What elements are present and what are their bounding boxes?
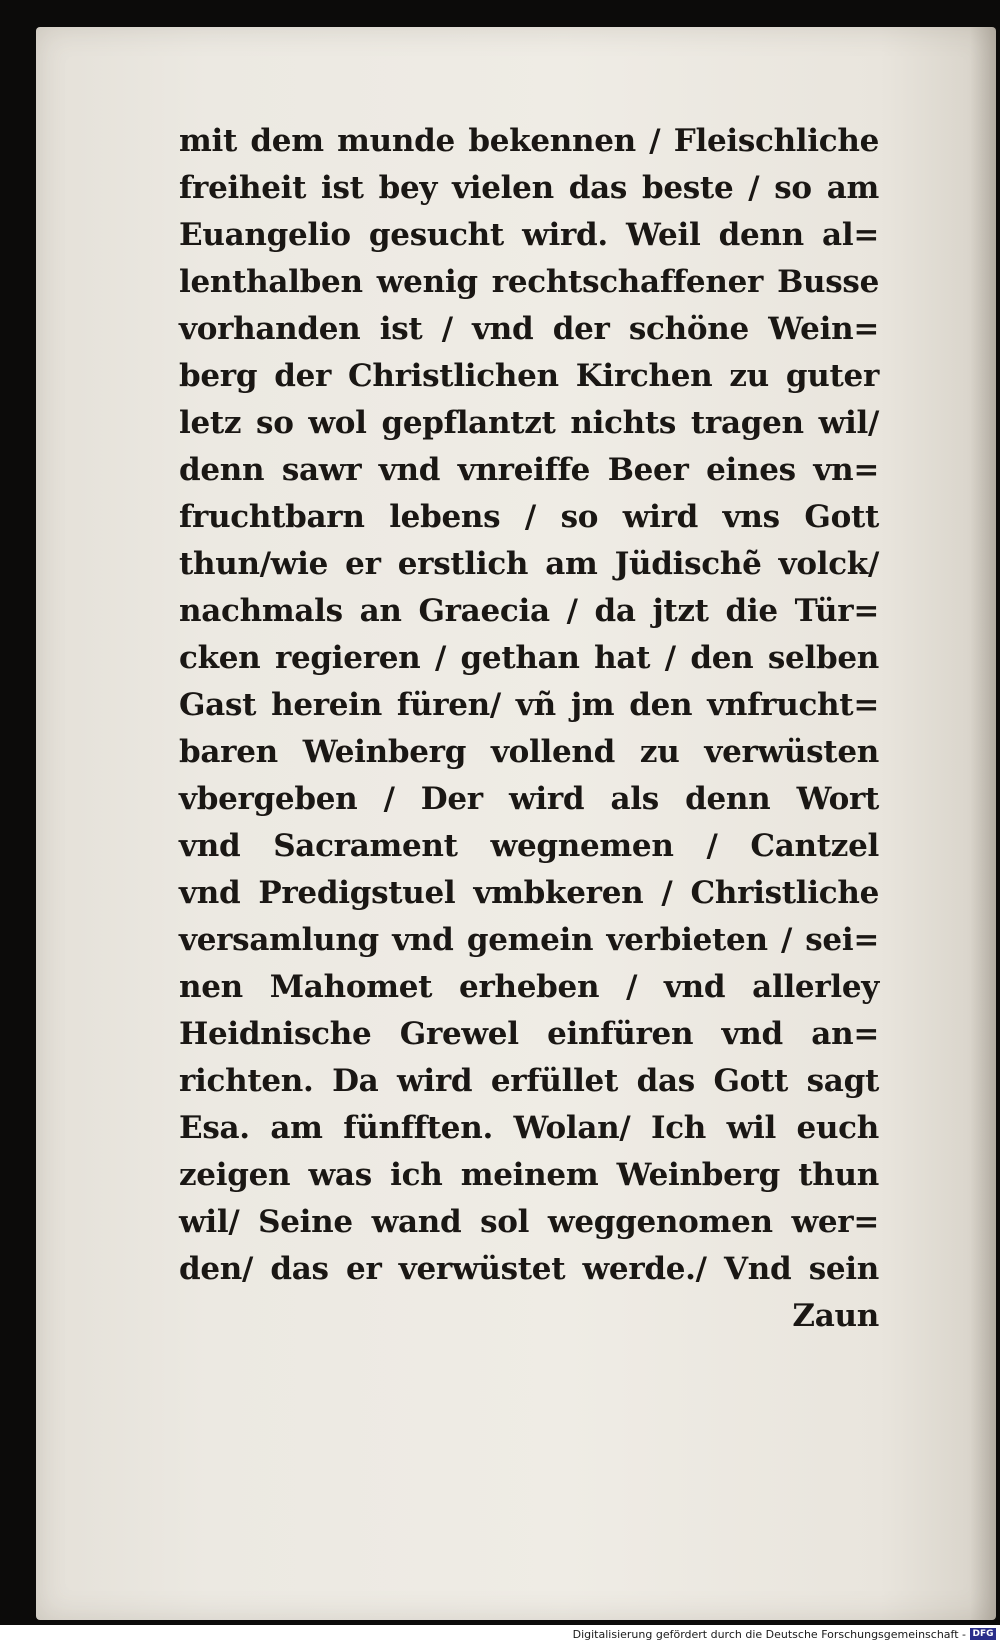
text-line: vbergeben / Der wird als denn Wort [179, 781, 879, 817]
footer-credit: Digitalisierung gefördert durch die Deutsche Forschungsgemeinschaft - [572, 1628, 966, 1641]
text-line: fruchtbarn lebens / so wird vns Gott [179, 499, 879, 535]
text-line: den/ das er verwüstet werde./ Vnd sein [179, 1251, 879, 1287]
text-line: baren Weinberg vollend zu verwüsten [179, 734, 879, 770]
text-line: vnd Sacrament wegnemen / Cantzel [179, 828, 879, 864]
text-line: cken regieren / gethan hat / den selben [179, 640, 879, 676]
text-line: Heidnische Grewel einfüren vnd an= [179, 1016, 879, 1052]
text-line: zeigen was ich meinem Weinberg thun [179, 1157, 879, 1193]
text-line: vorhanden ist / vnd der schöne Wein= [179, 311, 879, 347]
text-line: richten. Da wird erfüllet das Gott sagt [179, 1063, 879, 1099]
text-line: Gast herein füren/ vñ jm den vnfrucht= [179, 687, 879, 723]
catchword: Zaun [792, 1298, 879, 1334]
text-line: lenthalben wenig rechtschaffener Busse [179, 264, 879, 300]
text-line: mit dem munde bekennen / Fleischliche [179, 123, 879, 159]
text-line: thun/wie er erstlich am Jüdischẽ volck/ [179, 546, 879, 582]
text-line: versamlung vnd gemein verbieten / sei= [179, 922, 879, 958]
text-line: Euangelio gesucht wird. Weil denn al= [179, 217, 879, 253]
text-line: nachmals an Graecia / da jtzt die Tür= [179, 593, 879, 629]
text-line: vnd Predigstuel vmbkeren / Christliche [179, 875, 879, 911]
text-line: wil/ Seine wand sol weggenomen wer= [179, 1204, 879, 1240]
text-block [179, 118, 879, 1340]
text-line: berg der Christlichen Kirchen zu guter [179, 358, 879, 394]
dfg-logo-icon: DFG [970, 1628, 996, 1640]
text-line: letz so wol gepflantzt nichts tragen wil/ [179, 405, 879, 441]
text-line: Esa. am fünfften. Wolan/ Ich wil euch [179, 1110, 879, 1146]
text-line: nen Mahomet erheben / vnd allerley [179, 969, 879, 1005]
page-edge-shadow [970, 27, 996, 1620]
text-line: freiheit ist bey vielen das beste / so am [179, 170, 879, 206]
text-line: denn sawr vnd vnreiffe Beer eines vn= [179, 452, 879, 488]
